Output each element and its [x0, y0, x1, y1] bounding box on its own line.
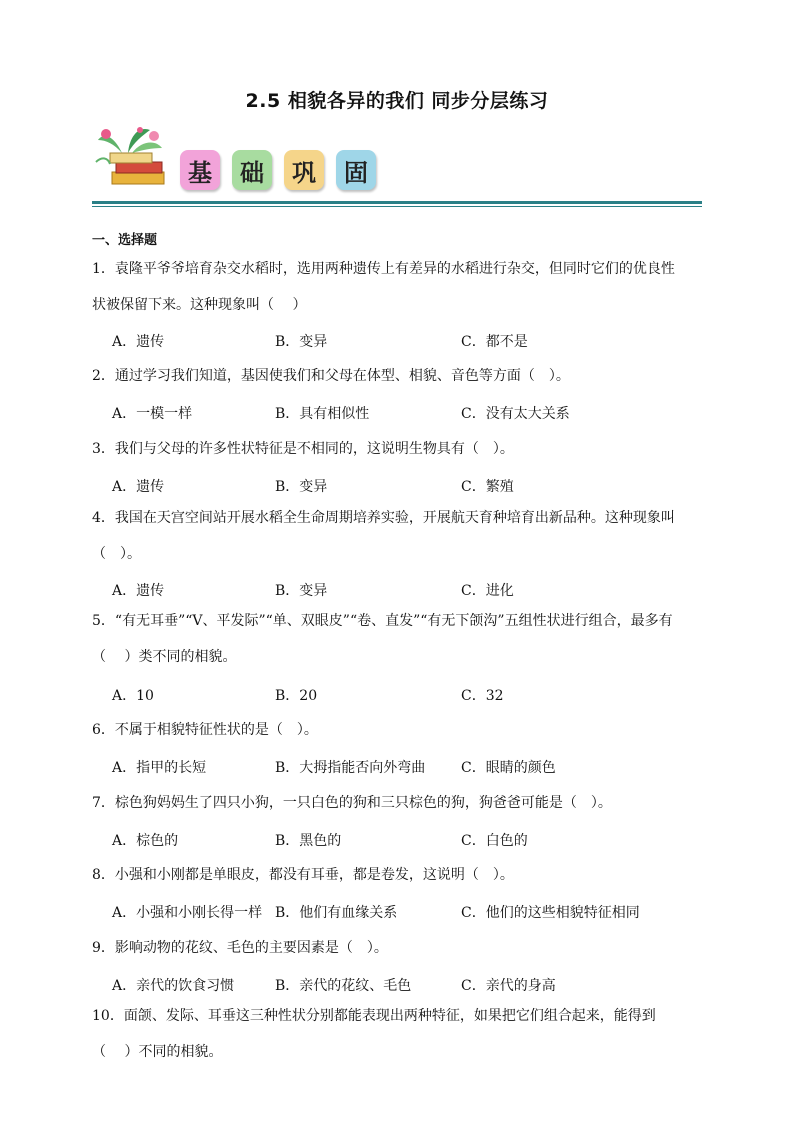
option-a[interactable]: A．亲代的饮食习惯	[112, 978, 235, 994]
question-6	[92, 712, 706, 748]
banner-char-1: 基	[180, 150, 220, 190]
banner-char-3: 巩	[284, 150, 324, 190]
question-2-line-1: 2．通过学习我们知道，基因使我们和父母在体型、相貌、音色等方面（ ）。	[92, 368, 570, 384]
page-title: 2.5 相貌各异的我们 同步分层练习	[245, 90, 549, 112]
option-c[interactable]: C．眼睛的颜色	[461, 760, 556, 776]
divider-thick	[92, 201, 702, 204]
question-1-line-1: 1．袁隆平爷爷培育杂交水稻时，选用两种遗传上有差异的水稻进行杂交，但同时它们的优良性	[92, 261, 675, 277]
option-a[interactable]: A．遗传	[112, 479, 165, 495]
question-2-options	[112, 403, 672, 423]
books-plant-illustration	[92, 122, 172, 194]
option-b[interactable]: B．亲代的花纹、毛色	[275, 978, 412, 994]
question-4-line-2: （ ）。	[92, 546, 141, 562]
option-b[interactable]: B．20	[275, 688, 318, 704]
option-c[interactable]: C．亲代的身高	[461, 978, 556, 994]
question-9-line-1: 9．影响动物的花纹、毛色的主要因素是（ ）。	[92, 940, 388, 956]
option-c[interactable]: C．32	[461, 688, 504, 704]
question-5	[92, 603, 706, 675]
option-b[interactable]: B．大拇指能否向外弯曲	[275, 760, 426, 776]
question-1	[92, 251, 706, 323]
question-4	[92, 500, 706, 572]
question-8	[92, 857, 706, 893]
option-a[interactable]: A．一模一样	[112, 406, 193, 422]
option-b[interactable]: B．黑色的	[275, 833, 342, 849]
question-2	[92, 358, 706, 394]
option-a[interactable]: A．小强和小刚长得一样	[112, 905, 263, 921]
option-b[interactable]: B．具有相似性	[275, 406, 370, 422]
option-c[interactable]: C．进化	[461, 583, 514, 599]
question-6-options	[112, 757, 672, 777]
question-7-options	[112, 830, 672, 850]
question-6-line-1: 6．不属于相貌特征性状的是（ ）。	[92, 722, 318, 738]
banner-char-4: 固	[336, 150, 376, 190]
question-4-line-1: 4．我国在天宫空间站开展水稻全生命周期培养实验，开展航天育种培育出新品种。这种现象叫	[92, 510, 675, 526]
option-a[interactable]: A．指甲的长短	[112, 760, 207, 776]
question-8-options	[112, 902, 672, 922]
question-3-line-1: 3．我们与父母的许多性状特征是不相同的，这说明生物具有（ ）。	[92, 441, 514, 457]
banner-char-2: 础	[232, 150, 272, 190]
question-10-line-2: （ ）不同的相貌。	[92, 1044, 223, 1060]
option-b[interactable]: B．变异	[275, 583, 328, 599]
section-title: 一、选择题	[92, 233, 158, 248]
question-4-options	[112, 580, 672, 600]
option-a[interactable]: A．遗传	[112, 334, 165, 350]
question-9	[92, 930, 706, 966]
question-10-line-1: 10．面颌、发际、耳垂这三种性状分别都能表现出两种特征，如果把它们组合起来，能得到	[92, 1008, 656, 1024]
question-5-line-2: （ ）类不同的相貌。	[92, 649, 237, 665]
section-banner	[92, 122, 702, 212]
option-b[interactable]: B．他们有血缘关系	[275, 905, 398, 921]
question-8-line-1: 8．小强和小刚都是单眼皮，都没有耳垂，都是卷发，这说明（ ）。	[92, 867, 514, 883]
question-3-options	[112, 476, 672, 496]
option-a[interactable]: A．棕色的	[112, 833, 179, 849]
question-5-options	[112, 685, 672, 705]
question-3	[92, 431, 706, 467]
option-b[interactable]: B．变异	[275, 334, 328, 350]
option-c[interactable]: C．没有太大关系	[461, 406, 570, 422]
option-a[interactable]: A．10	[112, 688, 154, 704]
question-9-options	[112, 975, 672, 995]
option-c[interactable]: C．他们的这些相貌特征相同	[461, 905, 640, 921]
option-c[interactable]: C．白色的	[461, 833, 528, 849]
divider-thin	[92, 206, 702, 207]
question-7	[92, 785, 706, 821]
question-1-options	[112, 331, 672, 351]
question-5-line-1: 5．“有无耳垂”“V、平发际”“单、双眼皮”“卷、直发”“有无下颌沟”五组性状进行组合，最多有	[92, 613, 673, 629]
question-1-line-2: 状被保留下来。这种现象叫（ ）	[92, 297, 307, 313]
question-7-line-1: 7．棕色狗妈妈生了四只小狗，一只白色的狗和三只棕色的狗，狗爸爸可能是（ ）。	[92, 795, 612, 811]
option-b[interactable]: B．变异	[275, 479, 328, 495]
option-c[interactable]: C．繁殖	[461, 479, 514, 495]
question-10	[92, 998, 706, 1070]
option-c[interactable]: C．都不是	[461, 334, 528, 350]
option-a[interactable]: A．遗传	[112, 583, 165, 599]
